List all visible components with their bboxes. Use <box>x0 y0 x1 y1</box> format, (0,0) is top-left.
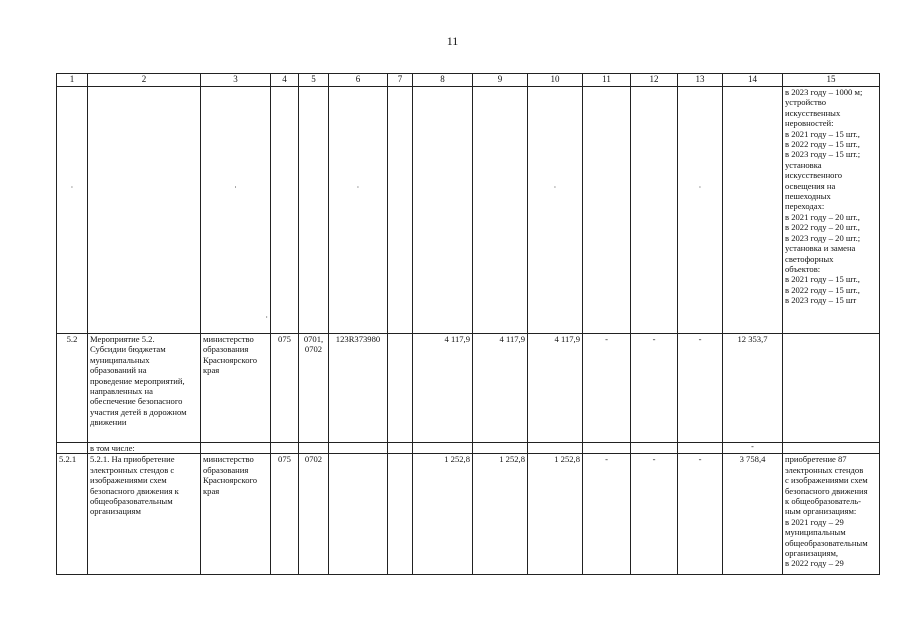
cell <box>583 443 631 454</box>
header-cell: 1 <box>57 74 88 87</box>
scan-dot: · <box>70 183 74 192</box>
cell <box>271 87 299 334</box>
dash-cell: - <box>678 454 723 575</box>
grbs-code: 075 <box>271 334 299 443</box>
cell <box>473 87 528 334</box>
cell <box>631 443 678 454</box>
dash-cell: - <box>583 454 631 575</box>
executor: министерство образования Красноярского края <box>201 334 271 443</box>
amount-2021: 4 117,9 <box>413 334 473 443</box>
section-code: 0702 <box>299 454 329 575</box>
cell <box>413 443 473 454</box>
dash-cell: - <box>678 334 723 443</box>
amount-2021: 1 252,8 <box>413 454 473 575</box>
cell <box>57 87 88 334</box>
cell <box>388 443 413 454</box>
including-row <box>57 443 880 454</box>
header-cell: 14 <box>723 74 783 87</box>
cell <box>388 87 413 334</box>
executor: министерство образования Красноярского края <box>201 454 271 575</box>
cell <box>201 87 271 334</box>
header-cell: 2 <box>88 74 201 87</box>
header-cell: 7 <box>388 74 413 87</box>
cell <box>57 443 88 454</box>
amount-2023: 4 117,9 <box>528 334 583 443</box>
result-indicators-cell: приобретение 87 электронных стендов с изображениями схем безопасного движения к общеобразователь- ным организациям: в 2021 году – 29 муниципальным общеобразовательным организациям, в 2022 году – 29 <box>783 454 880 575</box>
header-cell: 6 <box>329 74 388 87</box>
dash-cell: - <box>631 334 678 443</box>
scan-dot: · <box>265 313 268 323</box>
header-cell: 13 <box>678 74 723 87</box>
cell <box>299 87 329 334</box>
scan-dot: · <box>234 183 237 192</box>
expense-type <box>388 454 413 575</box>
measure-row-5-2 <box>57 334 880 443</box>
row-number: 5.2.1 <box>57 454 88 575</box>
header-row <box>57 74 880 87</box>
cell <box>413 87 473 334</box>
section-code: 0701, 0702 <box>299 334 329 443</box>
program-measures-table <box>56 73 880 575</box>
dash-cell: - <box>583 334 631 443</box>
cell <box>528 443 583 454</box>
expense-type <box>388 334 413 443</box>
header-cell: 15 <box>783 74 880 87</box>
header-cell: 11 <box>583 74 631 87</box>
grbs-code: 075 <box>271 454 299 575</box>
measure-name: Мероприятие 5.2. Субсидии бюджетам муниципальных образований на проведение мероприятий, направленных на обеспечение безопасного участия детей в дорожном движении <box>88 334 201 443</box>
target-article-code <box>329 454 388 575</box>
result-indicators-cell: в 2023 году – 1000 м; устройство искусственных неровностей: в 2021 году – 15 шт., в 2022 году – 15 шт., в 2023 году – 15 шт.; установка искусственного освещения на пешеходных переходах: в 2021 году – 20 шт., в 2022 году – 20 шт., в 2023 году – 20 шт.; установка и замена светофорных объектов: в 2021 году – 15 шт., в 2022 году – 15 шт., в 2023 году – 15 шт <box>783 87 880 334</box>
header-cell: 3 <box>201 74 271 87</box>
total-amount: 12 353,7 <box>723 334 783 443</box>
cell <box>473 443 528 454</box>
page-number: 11 <box>446 34 459 48</box>
header-cell: 8 <box>413 74 473 87</box>
continuation-row <box>57 87 880 334</box>
cell <box>583 87 631 334</box>
including-label: в том числе: <box>88 443 201 454</box>
scan-dot: · <box>553 183 557 192</box>
header-cell: 5 <box>299 74 329 87</box>
amount-2022: 4 117,9 <box>473 334 528 443</box>
header-cell: 10 <box>528 74 583 87</box>
cell <box>299 443 329 454</box>
cell <box>723 443 783 454</box>
scan-dot: · <box>698 183 702 192</box>
cell <box>783 443 880 454</box>
including-total: - <box>751 442 754 451</box>
header-cell: 12 <box>631 74 678 87</box>
row-number: 5.2 <box>57 334 88 443</box>
target-article-code: 123R373980 <box>329 334 388 443</box>
amount-2023: 1 252,8 <box>528 454 583 575</box>
cell <box>271 443 299 454</box>
header-cell: 4 <box>271 74 299 87</box>
measure-row-5-2-1 <box>57 454 880 575</box>
cell <box>678 443 723 454</box>
header-cell: 9 <box>473 74 528 87</box>
cell <box>631 87 678 334</box>
cell <box>329 443 388 454</box>
measure-name: 5.2.1. На приобретение электронных стендов с изображениями схем безопасного движения к общеобразовательным организациям <box>88 454 201 575</box>
cell <box>678 87 723 334</box>
dash-cell: - <box>631 454 678 575</box>
scan-dot: · <box>356 183 360 192</box>
cell <box>201 443 271 454</box>
cell <box>723 87 783 334</box>
total-amount: 3 758,4 <box>723 454 783 575</box>
amount-2022: 1 252,8 <box>473 454 528 575</box>
cell <box>528 87 583 334</box>
cell <box>329 87 388 334</box>
result-indicators-cell <box>783 334 880 443</box>
cell <box>88 87 201 334</box>
